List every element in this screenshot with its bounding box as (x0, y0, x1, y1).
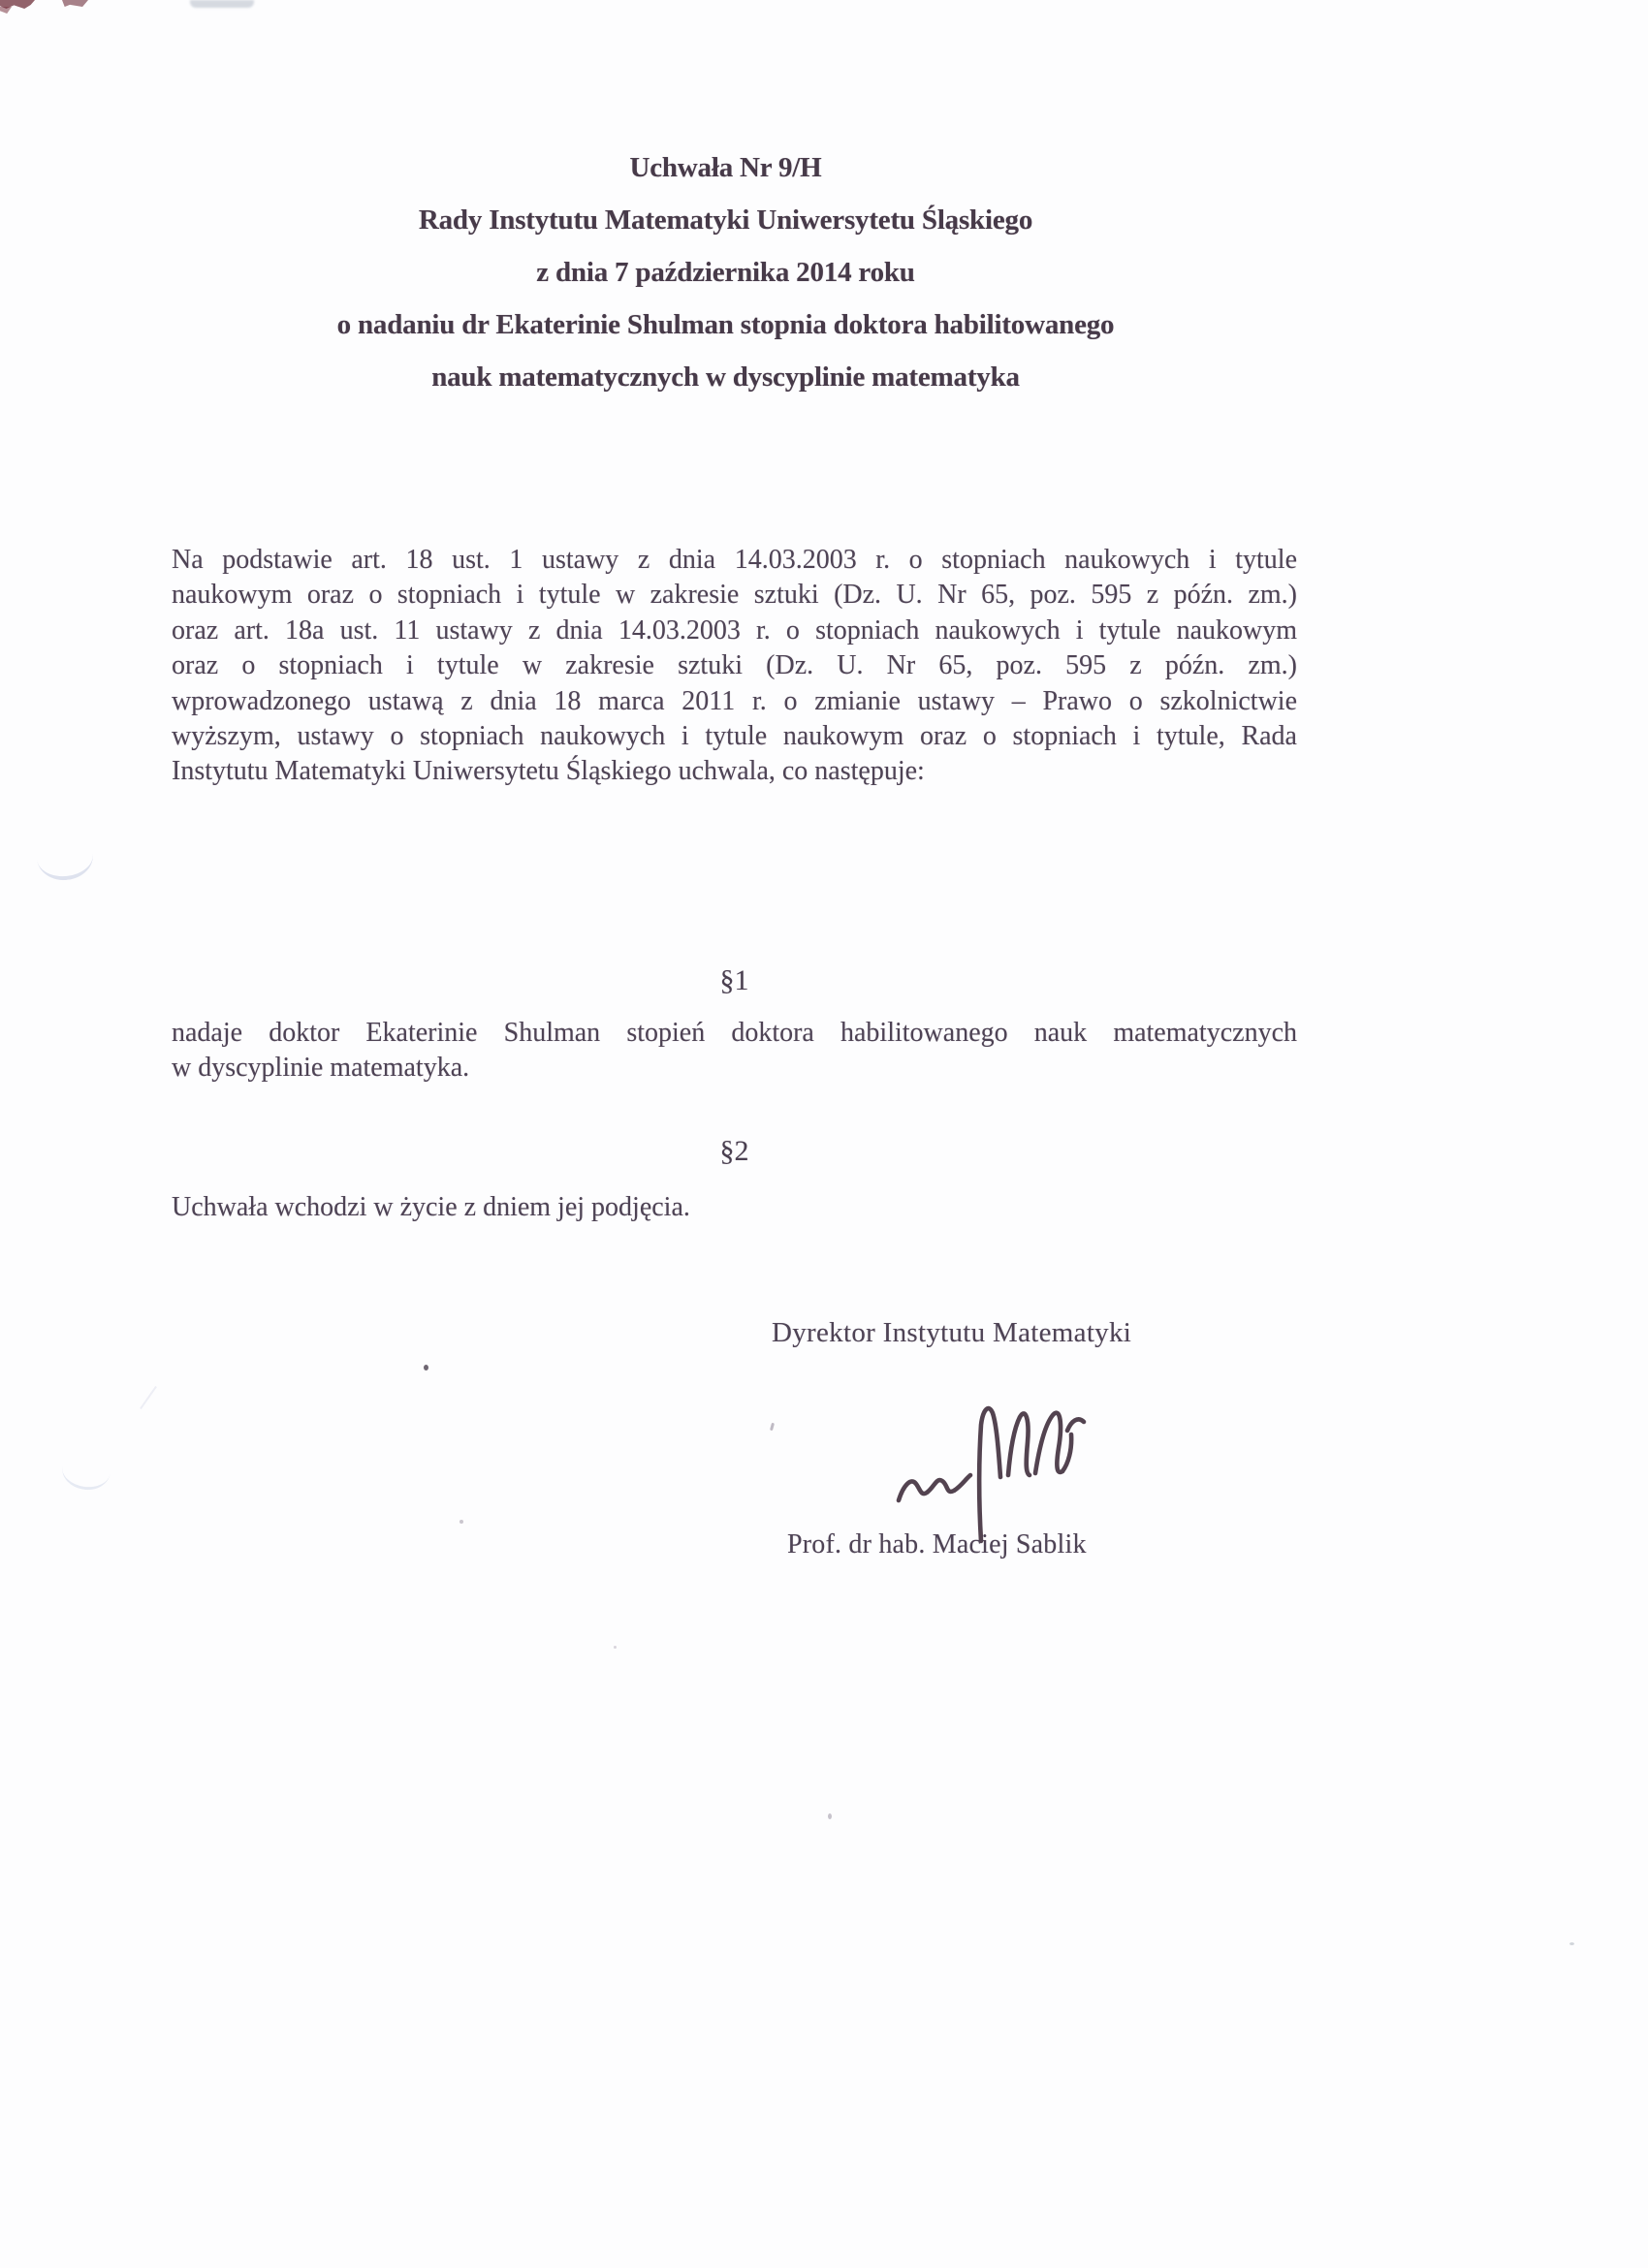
text-line: oraz o stopniach i tytule w zakresie sztuki (Dz. U. Nr 65, poz. 595 z późn. zm.) (172, 650, 1297, 681)
text-line: z dnia 7 października 2014 roku (536, 257, 915, 288)
scan-artifact-corner-mark (0, 7, 12, 14)
text-line: w dyscyplinie matematyka. (172, 1053, 470, 1084)
scan-artifact-speck (828, 1813, 832, 1819)
text-line: Uchwała wchodzi w życie z dniem jej podjęcia. (172, 1192, 690, 1222)
text-line: Na podstawie art. 18 ust. 1 ustawy z dnia 14.03.2003 r. o stopniach naukowych i tytule (172, 545, 1297, 575)
text-line: wyższym, ustawy o stopniach naukowych i tytule naukowym oraz o stopniach i tytule, Rada (172, 721, 1297, 752)
text-line: oraz art. 18a ust. 11 ustawy z dnia 14.03.2003 r. o stopniach naukowych i tytule naukowym (172, 614, 1297, 646)
section-1-paragraph (172, 1016, 1297, 1087)
scan-artifact-speck (1569, 1942, 1574, 1945)
text-line: Rady Instytutu Matematyki Uniwersytetu Śląskiego (418, 205, 1033, 236)
scan-artifact-speck (770, 1423, 775, 1432)
scan-artifact-speck (460, 1520, 463, 1524)
scan-artifact-corner-mark (0, 0, 35, 9)
text-line: wprowadzonego ustawą z dnia 18 marca 2011 r. o zmianie ustawy – Prawo o szkolnictwie (172, 685, 1297, 716)
scan-artifact-corner-mark (62, 0, 88, 7)
scan-artifact-margin-arc (59, 1447, 112, 1494)
scan-artifact-margin-arc (35, 831, 96, 883)
section-2-symbol: §2 (719, 1135, 749, 1167)
scan-artifact-speck (614, 1646, 617, 1649)
text-line: naukowym oraz o stopniach i tytule w zakresie sztuki (Dz. U. Nr 65, poz. 595 z późn. zm.) (172, 580, 1297, 611)
text-line: o nadaniu dr Ekaterinie Shulman stopnia doktora habilitowanego (336, 309, 1115, 340)
section-1-symbol: §1 (719, 964, 749, 996)
signatory-role: Dyrektor Instytutu Matematyki (772, 1317, 1132, 1348)
document-title (163, 142, 1288, 403)
scan-artifact-speck (424, 1365, 428, 1370)
text-line: nadaje doktor Ekaterinie Shulman stopień doktora habilitowanego nauk matematycznych (172, 1018, 1297, 1048)
preamble-paragraph (172, 543, 1297, 790)
section-2-paragraph (172, 1190, 1297, 1225)
text-line: nauk matematycznych w dyscyplinie matematyka (431, 362, 1020, 393)
text-line: Instytutu Matematyki Uniwersytetu Śląskiego uchwala, co następuje: (172, 756, 925, 787)
scan-artifact-margin-line (140, 1386, 157, 1409)
text-line: Uchwała Nr 9/H (629, 152, 822, 183)
signatory-name: Prof. dr hab. Maciej Sablik (787, 1529, 1087, 1559)
scan-artifact-edge-smudge (190, 0, 254, 8)
